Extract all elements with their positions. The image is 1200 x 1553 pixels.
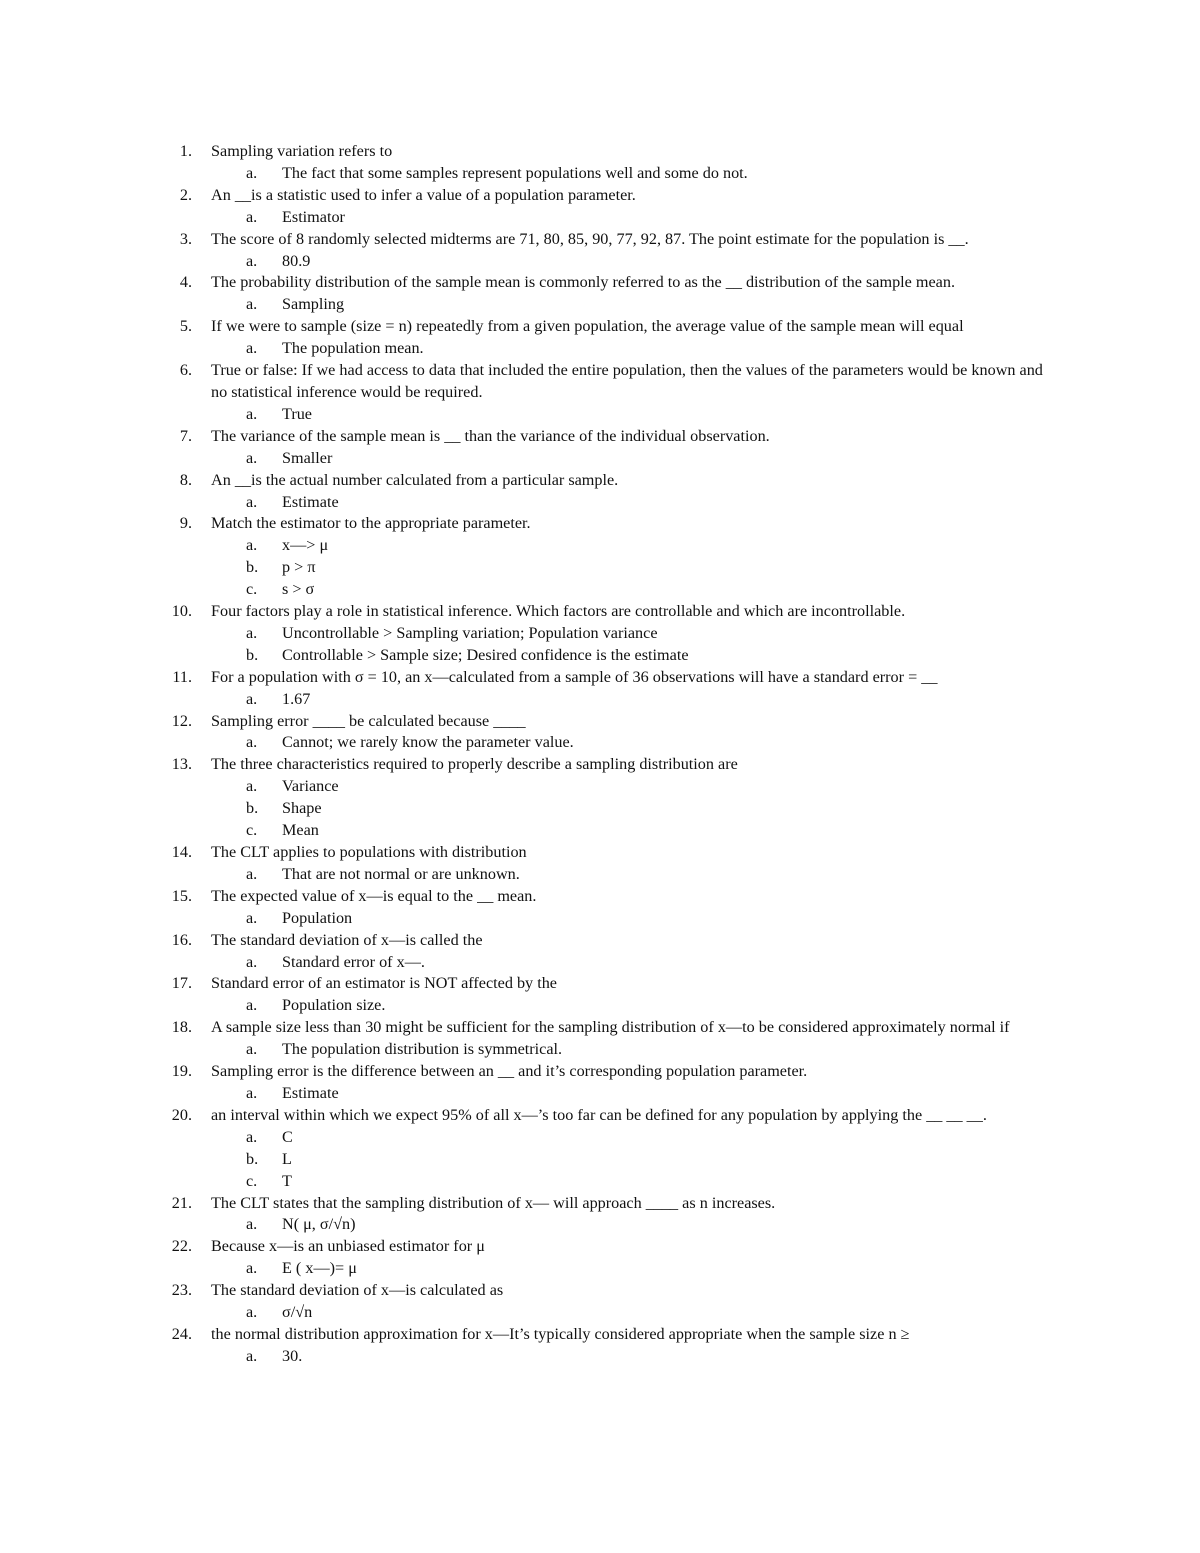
answer-option-label: b. bbox=[246, 645, 259, 664]
question-item bbox=[0, 426, 1200, 448]
question-number: 4. bbox=[179, 273, 192, 292]
answer-option bbox=[0, 1214, 1200, 1236]
question-text: The standard deviation of x—is calculated as bbox=[211, 1281, 504, 1300]
answer-option-label: a. bbox=[246, 1215, 258, 1234]
question-text: For a population with σ = 10, an x—calculated from a sample of 36 observations will have a standard error = __ bbox=[211, 667, 938, 686]
question-item bbox=[0, 667, 1200, 689]
answer-option bbox=[0, 207, 1200, 229]
answer-option-text: 1.67 bbox=[282, 689, 311, 708]
answer-option bbox=[0, 1258, 1200, 1280]
answer-option-text: 80.9 bbox=[282, 251, 311, 270]
question-text: An __is the actual number calculated from a particular sample. bbox=[211, 470, 619, 489]
answer-option-text: The population mean. bbox=[282, 339, 424, 358]
answer-option-text: s > σ bbox=[282, 580, 315, 599]
answer-option bbox=[0, 864, 1200, 886]
answer-option-text: Population size. bbox=[282, 996, 386, 1015]
answer-option-label: a. bbox=[246, 295, 258, 314]
question-number: 19. bbox=[171, 1062, 192, 1081]
answer-option bbox=[0, 1346, 1200, 1368]
question-number: 8. bbox=[179, 470, 192, 489]
answer-option bbox=[0, 579, 1200, 601]
answer-option-text: True bbox=[282, 404, 312, 423]
answer-option-text: Population bbox=[282, 908, 353, 927]
answer-option bbox=[0, 645, 1200, 667]
answer-option-text: Cannot; we rarely know the parameter value. bbox=[282, 733, 574, 752]
answer-option-label: a. bbox=[246, 1040, 258, 1059]
answer-option-label: a. bbox=[246, 207, 258, 226]
answer-option-text: L bbox=[282, 1149, 292, 1168]
answer-option-label: a. bbox=[246, 623, 258, 642]
question-item bbox=[0, 1105, 1200, 1127]
answer-option bbox=[0, 1039, 1200, 1061]
question-number: 7. bbox=[179, 426, 192, 445]
answer-option-label: c. bbox=[246, 821, 258, 840]
answer-option-label: a. bbox=[246, 1127, 258, 1146]
question-number: 5. bbox=[179, 317, 192, 336]
question-text: The standard deviation of x—is called the bbox=[211, 930, 483, 949]
answer-option-text: That are not normal or are unknown. bbox=[282, 864, 520, 883]
question-number: 11. bbox=[172, 667, 192, 686]
answer-option-text: σ/√n bbox=[282, 1303, 313, 1322]
answer-option bbox=[0, 251, 1200, 273]
question-text: True or false: If we had access to data that included the entire population, then the values of the parameters would be known and no statistical inference would be required. bbox=[211, 361, 1043, 401]
question-number: 13. bbox=[171, 755, 192, 774]
question-text: Match the estimator to the appropriate parameter. bbox=[211, 514, 531, 533]
answer-option-label: a. bbox=[246, 404, 258, 423]
answer-option-label: a. bbox=[246, 1259, 258, 1278]
answer-option-text: E ( x—)= μ bbox=[282, 1259, 357, 1278]
question-number: 6. bbox=[179, 361, 192, 380]
question-item bbox=[0, 141, 1200, 163]
question-text: The CLT applies to populations with distribution bbox=[211, 843, 527, 861]
answer-option-label: a. bbox=[246, 492, 258, 511]
question-number: 20. bbox=[171, 1105, 192, 1124]
question-list bbox=[0, 141, 1200, 1368]
question-number: 21. bbox=[171, 1193, 192, 1212]
question-text: Sampling error ____ be calculated because ____ bbox=[211, 711, 526, 730]
question-text: Standard error of an estimator is NOT affected by the bbox=[211, 974, 557, 993]
question-number: 14. bbox=[171, 843, 192, 861]
answer-option bbox=[0, 623, 1200, 645]
answer-option-text: Standard error of x—. bbox=[282, 952, 425, 971]
answer-option bbox=[0, 995, 1200, 1017]
answer-option-label: a. bbox=[246, 689, 258, 708]
question-item bbox=[0, 842, 1200, 864]
question-text: Four factors play a role in statistical inference. Which factors are controllable and which are incontrollable. bbox=[211, 602, 906, 621]
question-text: The score of 8 randomly selected midterms are 71, 80, 85, 90, 77, 92, 87. The point estimate for the population is __. bbox=[211, 229, 969, 248]
answer-option bbox=[0, 908, 1200, 930]
question-number: 23. bbox=[171, 1281, 192, 1300]
question-text: Because x—is an unbiased estimator for μ bbox=[211, 1237, 485, 1256]
question-item bbox=[0, 711, 1200, 733]
answer-option-label: a. bbox=[246, 1346, 258, 1365]
answer-option bbox=[0, 492, 1200, 514]
question-number: 3. bbox=[179, 229, 192, 248]
answer-option-label: a. bbox=[246, 1303, 258, 1322]
question-item bbox=[0, 360, 1200, 404]
answer-option-label: a. bbox=[246, 996, 258, 1015]
answer-option-text: Estimate bbox=[282, 492, 339, 511]
question-text: the normal distribution approximation for x—It’s typically considered appropriate when the sample size n ≥ bbox=[211, 1324, 910, 1343]
answer-option-label: a. bbox=[246, 163, 258, 182]
answer-option-label: a. bbox=[246, 1083, 258, 1102]
answer-option-label: a. bbox=[246, 448, 258, 467]
answer-option-label: b. bbox=[246, 1149, 259, 1168]
question-number: 9. bbox=[179, 514, 192, 533]
answer-option bbox=[0, 448, 1200, 470]
answer-option-label: a. bbox=[246, 864, 258, 883]
question-number: 1. bbox=[179, 142, 192, 160]
question-item bbox=[0, 470, 1200, 492]
question-number: 12. bbox=[171, 711, 192, 730]
answer-option-text: Smaller bbox=[282, 448, 333, 467]
answer-option bbox=[0, 163, 1200, 185]
answer-option-text: x—> μ bbox=[282, 536, 329, 555]
question-item bbox=[0, 886, 1200, 908]
answer-option bbox=[0, 535, 1200, 557]
question-number: 10. bbox=[171, 602, 192, 621]
question-item bbox=[0, 754, 1200, 776]
answer-option-text: T bbox=[282, 1171, 292, 1190]
question-text: The probability distribution of the sample mean is commonly referred to as the __ distribution of the sample mean. bbox=[211, 273, 956, 292]
answer-option-label: b. bbox=[246, 558, 259, 577]
question-text: An __is a statistic used to infer a value of a population parameter. bbox=[211, 185, 636, 204]
question-number: 18. bbox=[171, 1018, 192, 1037]
answer-option-text: Mean bbox=[282, 821, 319, 840]
question-text: The expected value of x—is equal to the __ mean. bbox=[211, 886, 537, 905]
answer-option bbox=[0, 1171, 1200, 1193]
question-text: The CLT states that the sampling distribution of x— will approach ____ as n increases. bbox=[211, 1193, 776, 1212]
answer-option-text: p > π bbox=[282, 558, 316, 577]
question-item bbox=[0, 601, 1200, 623]
question-item bbox=[0, 272, 1200, 294]
question-number: 2. bbox=[179, 185, 192, 204]
answer-option-text: C bbox=[282, 1127, 293, 1146]
question-number: 24. bbox=[171, 1324, 192, 1343]
answer-option bbox=[0, 338, 1200, 360]
answer-option bbox=[0, 689, 1200, 711]
question-number: 16. bbox=[171, 930, 192, 949]
answer-option-label: a. bbox=[246, 733, 258, 752]
question-item bbox=[0, 973, 1200, 995]
answer-option bbox=[0, 776, 1200, 798]
question-item bbox=[0, 1280, 1200, 1302]
answer-option bbox=[0, 1302, 1200, 1324]
answer-option-label: c. bbox=[246, 1171, 258, 1190]
answer-option-text: Controllable > Sample size; Desired confidence is the estimate bbox=[282, 645, 689, 664]
question-number: 17. bbox=[171, 974, 192, 993]
answer-option-label: a. bbox=[246, 251, 258, 270]
question-number: 22. bbox=[171, 1237, 192, 1256]
answer-option-text: 30. bbox=[282, 1346, 303, 1365]
answer-option bbox=[0, 732, 1200, 754]
answer-option-text: Sampling bbox=[282, 295, 345, 314]
answer-option-text: Shape bbox=[282, 799, 322, 818]
answer-option-text: The population distribution is symmetrical. bbox=[282, 1040, 563, 1059]
answer-option-label: a. bbox=[246, 536, 258, 555]
answer-option bbox=[0, 820, 1200, 842]
answer-option-label: a. bbox=[246, 339, 258, 358]
question-item bbox=[0, 1236, 1200, 1258]
question-item bbox=[0, 513, 1200, 535]
answer-option-label: b. bbox=[246, 799, 259, 818]
question-item bbox=[0, 1193, 1200, 1215]
answer-option-label: c. bbox=[246, 580, 258, 599]
answer-option-text: The fact that some samples represent populations well and some do not. bbox=[282, 163, 748, 182]
answer-option-label: a. bbox=[246, 952, 258, 971]
question-item bbox=[0, 1324, 1200, 1346]
answer-option bbox=[0, 404, 1200, 426]
answer-option bbox=[0, 952, 1200, 974]
question-item bbox=[0, 229, 1200, 251]
answer-option bbox=[0, 1149, 1200, 1171]
question-item bbox=[0, 1061, 1200, 1083]
answer-option bbox=[0, 557, 1200, 579]
answer-option bbox=[0, 1083, 1200, 1105]
question-text: an interval within which we expect 95% of all x—’s too far can be defined for any population by applying the __ __ __. bbox=[211, 1105, 987, 1124]
question-item bbox=[0, 1017, 1200, 1039]
question-item bbox=[0, 185, 1200, 207]
answer-option-label: a. bbox=[246, 777, 258, 796]
answer-option bbox=[0, 1127, 1200, 1149]
question-text: The variance of the sample mean is __ than the variance of the individual observation. bbox=[211, 426, 770, 445]
question-text: Sampling variation refers to bbox=[211, 142, 393, 160]
question-number: 15. bbox=[171, 886, 192, 905]
answer-option-text: N( μ, σ/√n) bbox=[282, 1215, 356, 1234]
answer-option-text: Estimate bbox=[282, 1083, 339, 1102]
answer-option-text: Estimator bbox=[282, 207, 345, 226]
question-text: Sampling error is the difference between an __ and it’s corresponding population parameter. bbox=[211, 1062, 808, 1081]
question-text: The three characteristics required to properly describe a sampling distribution are bbox=[211, 755, 738, 774]
question-item bbox=[0, 316, 1200, 338]
answer-option-text: Variance bbox=[282, 777, 339, 796]
answer-option-label: a. bbox=[246, 908, 258, 927]
question-item bbox=[0, 930, 1200, 952]
answer-option-text: Uncontrollable > Sampling variation; Population variance bbox=[282, 623, 658, 642]
answer-option bbox=[0, 798, 1200, 820]
question-text: A sample size less than 30 might be sufficient for the sampling distribution of x—to be considered approximately normal if bbox=[211, 1018, 1010, 1037]
question-text: If we were to sample (size = n) repeatedly from a given population, the average value of the sample mean will equal bbox=[211, 317, 964, 336]
answer-option bbox=[0, 294, 1200, 316]
